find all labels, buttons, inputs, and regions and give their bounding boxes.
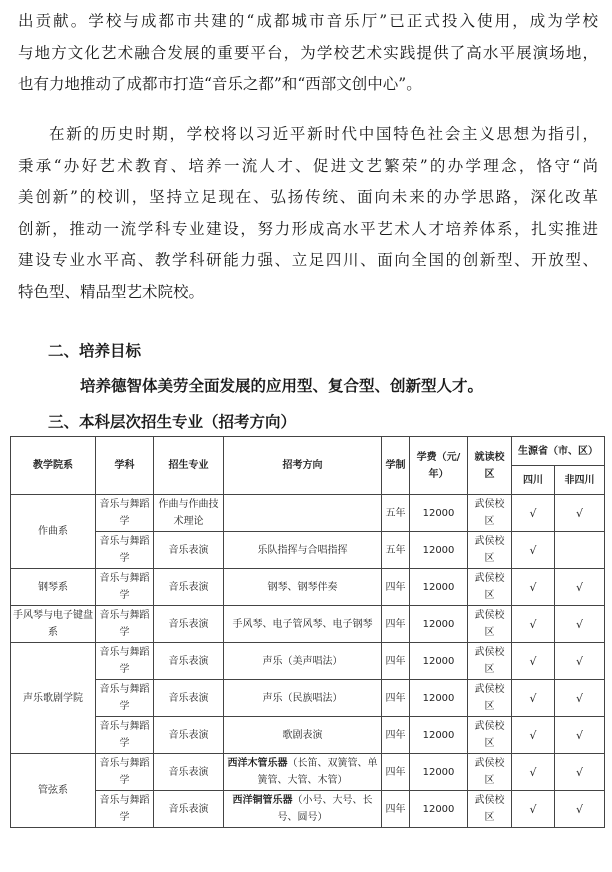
cell-discipline: 音乐与舞蹈学 [96,569,154,606]
cell-major: 音乐表演 [154,643,224,680]
cell-campus: 武侯校区 [468,643,512,680]
cell-direction [224,495,382,532]
majors-table-body [11,495,605,828]
cell-non-sichuan: √ [555,495,605,532]
paragraph-intro [18,6,598,101]
cell-non-sichuan [555,532,605,569]
cell-major: 音乐表演 [154,532,224,569]
cell-duration: 四年 [382,791,410,828]
table-row [11,791,605,828]
paragraph-line: 在新的历史时期，学校将以习近平新时代中国特色社会主义思想为指引， [49,125,598,143]
cell-direction [224,643,382,680]
direction-detail: 声乐（民族唱法） [262,692,343,704]
paragraph-line: 建设专业水平高、教学科研能力强、立足四川、面向全国的创新型、开放型、 [18,251,598,269]
cell-department: 手风琴与电子键盘系 [11,606,96,643]
paragraph-line: 与地方文化艺术融合发展的重要平台，为学校艺术实践提供了高水平展演场地， [18,43,598,62]
cell-major: 音乐表演 [154,680,224,717]
cell-major: 音乐表演 [154,606,224,643]
cell-direction [224,717,382,754]
cell-direction [224,754,382,791]
cell-fee: 12000 [410,754,468,791]
header-direction: 招考方向 [224,437,382,495]
cell-duration: 四年 [382,754,410,791]
cell-campus: 武侯校区 [468,532,512,569]
cell-major: 音乐表演 [154,754,224,791]
cell-duration: 四年 [382,680,410,717]
header-department: 教学院系 [11,437,96,495]
header-source: 生源省（市、区） [512,437,605,466]
header-campus: 就读校区 [468,437,512,495]
cell-sichuan: √ [512,532,555,569]
cell-sichuan: √ [512,606,555,643]
cell-fee: 12000 [410,606,468,643]
cell-direction [224,680,382,717]
direction-detail: 乐队指挥与合唱指挥 [257,544,348,556]
cell-sichuan: √ [512,680,555,717]
cell-duration: 四年 [382,643,410,680]
direction-detail: 手风琴、电子管风琴、电子钢琴 [232,618,373,630]
cell-discipline: 音乐与舞蹈学 [96,791,154,828]
cell-sichuan: √ [512,717,555,754]
direction-category: 西洋铜管乐器 [232,795,293,806]
cell-non-sichuan: √ [555,680,605,717]
cell-campus: 武侯校区 [468,754,512,791]
paragraph-line: 也有力地推动了成都市打造“音乐之都”和“西部文创中心”。 [18,75,422,93]
cell-fee: 12000 [410,680,468,717]
cell-fee: 12000 [410,532,468,569]
cell-duration: 五年 [382,495,410,532]
cell-duration: 四年 [382,569,410,606]
table-row [11,532,605,569]
cell-campus: 武侯校区 [468,680,512,717]
direction-detail: （小号、大号、长号、圆号） [277,795,373,823]
cell-direction [224,532,382,569]
cell-campus: 武侯校区 [468,791,512,828]
table-row [11,680,605,717]
paragraph-line: 秉承“办好艺术教育、培养一流人才、促进文艺繁荣”的办学理念，恪守“尚 [18,156,598,175]
table-row [11,643,605,680]
cell-sichuan: √ [512,643,555,680]
cell-non-sichuan: √ [555,643,605,680]
cell-direction [224,791,382,828]
cell-fee: 12000 [410,643,468,680]
cell-direction [224,606,382,643]
cell-department: 管弦系 [11,754,96,828]
cell-non-sichuan: √ [555,754,605,791]
cell-non-sichuan: √ [555,606,605,643]
cell-major: 音乐表演 [154,569,224,606]
cell-department: 作曲系 [11,495,96,569]
direction-detail: 歌剧表演 [282,729,323,741]
header-major: 招生专业 [154,437,224,495]
section-heading-goals: 二、培养目标 [48,342,142,360]
cell-fee: 12000 [410,495,468,532]
direction-detail: 钢琴、钢琴伴奏 [267,581,338,593]
table-row [11,754,605,791]
cell-discipline: 音乐与舞蹈学 [96,680,154,717]
paragraph-line: 出贡献。学校与成都市共建的“成都城市音乐厅”已正式投入使用，成为学校 [18,12,598,30]
cell-sichuan: √ [512,495,555,532]
paragraph-line: 特色型、精品型艺术院校。 [18,282,205,301]
header-sichuan: 四川 [512,466,555,495]
paragraph-line: 创新，推动一流学科专业建设，努力形成高水平艺术人才培养体系，扎实推进 [18,219,598,238]
header-non-sichuan: 非四川 [555,466,605,495]
cell-non-sichuan: √ [555,791,605,828]
direction-detail: （长笛、双簧管、单簧管、大管、木管） [257,758,378,786]
cell-discipline: 音乐与舞蹈学 [96,643,154,680]
table-row [11,495,605,532]
direction-category: 西洋木管乐器 [227,758,288,769]
table-row [11,606,605,643]
header-fee: 学费（元/年） [410,437,468,495]
cell-non-sichuan: √ [555,717,605,754]
cell-fee: 12000 [410,791,468,828]
cell-non-sichuan: √ [555,569,605,606]
cell-discipline: 音乐与舞蹈学 [96,532,154,569]
cell-discipline: 音乐与舞蹈学 [96,717,154,754]
direction-detail: 声乐（美声唱法） [262,655,343,667]
paragraph-mission [18,119,598,308]
section-heading-majors: 三、本科层次招生专业（招考方向） [48,413,297,431]
cell-sichuan: √ [512,754,555,791]
cell-discipline: 音乐与舞蹈学 [96,754,154,791]
cell-major: 作曲与作曲技术理论 [154,495,224,532]
cell-discipline: 音乐与舞蹈学 [96,495,154,532]
cell-sichuan: √ [512,569,555,606]
header-duration: 学制 [382,437,410,495]
goal-statement: 培养德智体美劳全面发展的应用型、复合型、创新型人才。 [80,377,484,395]
cell-campus: 武侯校区 [468,569,512,606]
cell-department: 声乐歌剧学院 [11,643,96,754]
cell-campus: 武侯校区 [468,495,512,532]
cell-major: 音乐表演 [154,791,224,828]
cell-department: 钢琴系 [11,569,96,606]
cell-direction [224,569,382,606]
cell-discipline: 音乐与舞蹈学 [96,606,154,643]
cell-fee: 12000 [410,569,468,606]
paragraph-line: 美创新”的校训，坚持立足现在、弘扬传统、面向未来的办学思路，深化改革 [18,188,598,206]
cell-sichuan: √ [512,791,555,828]
header-discipline: 学科 [96,437,154,495]
cell-duration: 四年 [382,717,410,754]
cell-major: 音乐表演 [154,717,224,754]
majors-table [10,436,605,828]
table-row [11,717,605,754]
cell-duration: 四年 [382,606,410,643]
cell-campus: 武侯校区 [468,717,512,754]
cell-campus: 武侯校区 [468,606,512,643]
table-row [11,569,605,606]
cell-duration: 五年 [382,532,410,569]
cell-fee: 12000 [410,717,468,754]
